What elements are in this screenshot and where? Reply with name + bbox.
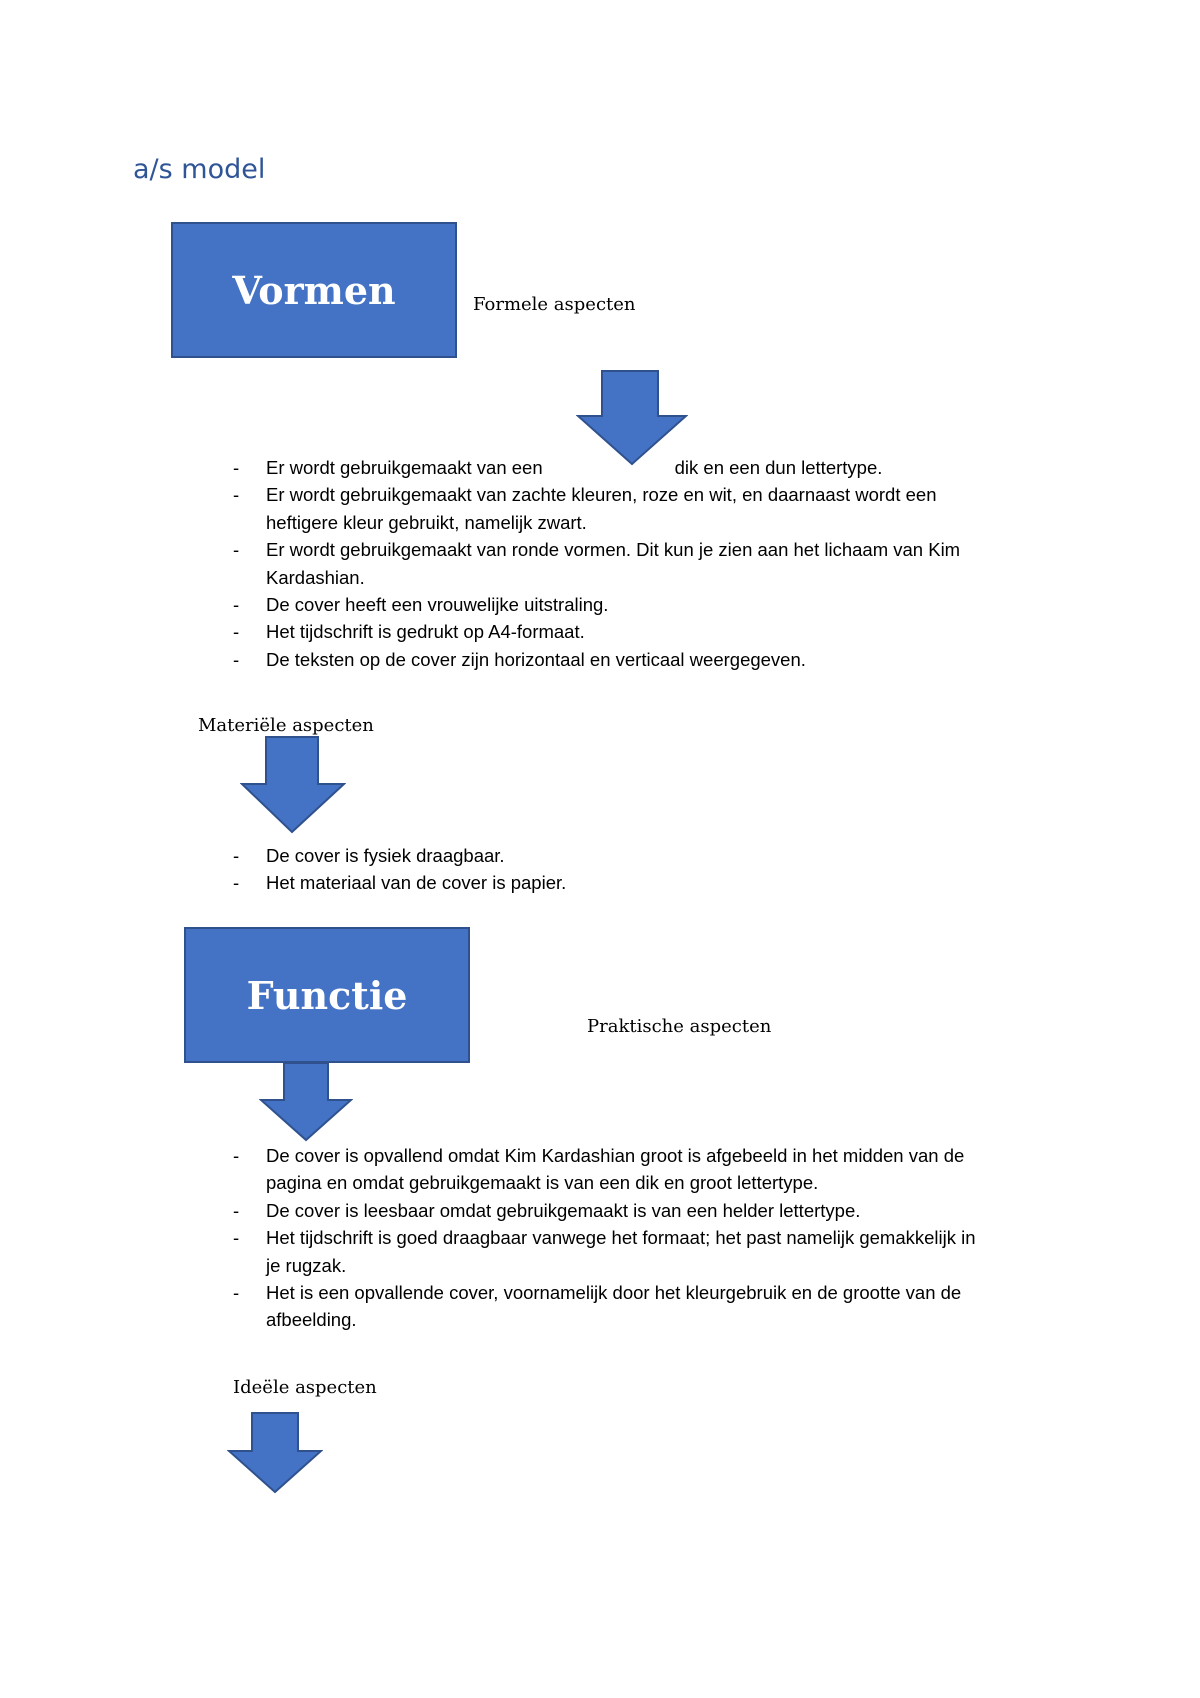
list-item: - Er wordt gebruikgemaakt van zachte kleuren, roze en wit, en daarnaast wordt een heftigere kleur gebruikt, namelijk zwart. <box>233 481 993 536</box>
list-item: - De cover heeft een vrouwelijke uitstraling. <box>233 591 993 618</box>
materiele-aspecten-heading: Materiële aspecten <box>198 715 374 736</box>
arrow-down-icon <box>259 1062 353 1142</box>
list-item: - Het tijdschrift is goed draagbaar vanwege het formaat; het past namelijk gemakkelijk in je rugzak. <box>233 1224 993 1279</box>
page-title: a/s model <box>133 154 266 185</box>
list-item: - Er wordt gebruikgemaakt van ronde vormen. Dit kun je zien aan het lichaam van Kim Kardashian. <box>233 536 993 591</box>
list-item: - De cover is leesbaar omdat gebruikgemaakt is van een helder lettertype. <box>233 1197 993 1224</box>
praktische-aspecten-list <box>233 1142 993 1334</box>
list-item: - Het materiaal van de cover is papier. <box>233 869 993 896</box>
formele-aspecten-list <box>233 454 993 673</box>
list-item: - De cover is fysiek draagbaar. <box>233 842 993 869</box>
list-item: - De teksten op de cover zijn horizontaal en verticaal weergegeven. <box>233 646 993 673</box>
arrow-down-icon <box>240 736 346 834</box>
materiele-aspecten-list <box>233 842 993 897</box>
list-item: - Het is een opvallende cover, voornamelijk door het kleurgebruik en de grootte van de afbeelding. <box>233 1279 993 1334</box>
praktische-aspecten-heading: Praktische aspecten <box>587 1016 772 1037</box>
vormen-box <box>171 222 457 358</box>
functie-box-label: Functie <box>246 972 408 1018</box>
arrow-down-icon <box>576 370 688 466</box>
formele-aspecten-heading: Formele aspecten <box>473 294 636 315</box>
list-item: - Er wordt gebruikgemaakt van een dik en een dun lettertype. <box>233 454 993 481</box>
ideele-aspecten-heading: Ideële aspecten <box>233 1377 377 1398</box>
arrow-down-icon <box>227 1412 323 1494</box>
vormen-box-label: Vormen <box>232 267 396 313</box>
list-item: - Het tijdschrift is gedrukt op A4-formaat. <box>233 618 993 645</box>
functie-box <box>184 927 470 1063</box>
list-item: - De cover is opvallend omdat Kim Kardashian groot is afgebeeld in het midden van de pagina en omdat gebruikgemaakt is van een dik en groot lettertype. <box>233 1142 993 1197</box>
